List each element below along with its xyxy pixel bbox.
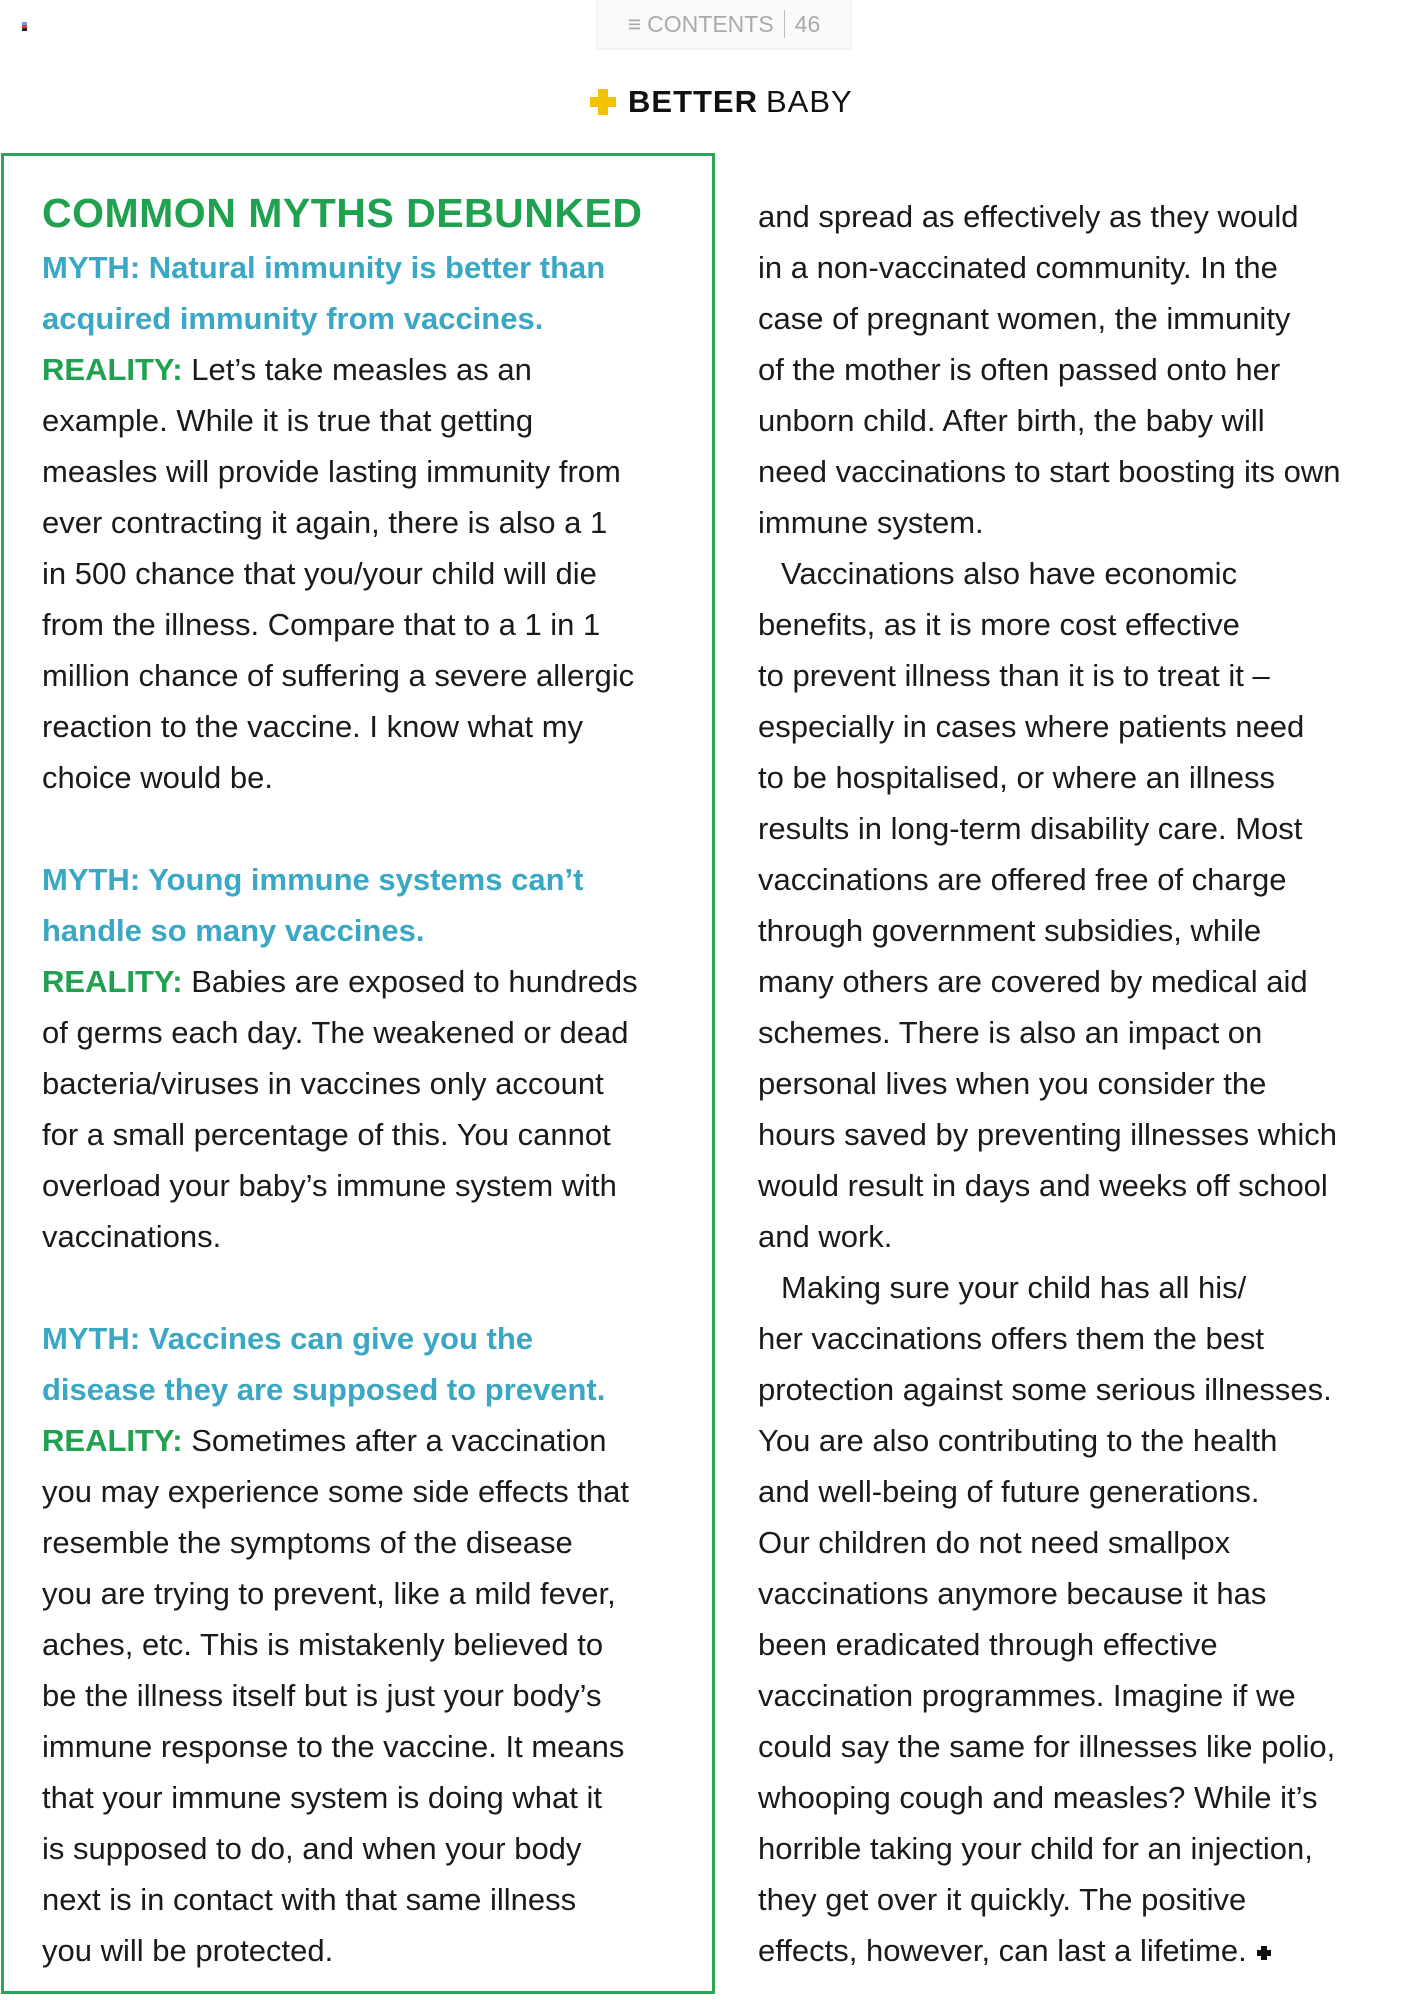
body-text: hours saved by preventing illnesses which — [758, 1117, 1337, 1152]
reality-line — [42, 1415, 607, 1466]
body-text: through government subsidies, while — [758, 913, 1262, 948]
body-line: be the illness itself but is just your body’s — [42, 1678, 602, 1713]
reality-text: Sometimes after a vaccination — [182, 1423, 607, 1458]
body-line — [758, 1925, 1271, 1976]
body-line: next is in contact with that same illness — [42, 1882, 577, 1917]
body-text: to prevent illness than it is to treat it – — [758, 658, 1270, 693]
body-text: protection against some serious illnesses. — [758, 1372, 1332, 1407]
body-line: ever contracting it again, there is also a 1 — [42, 505, 608, 540]
body-text: Our children do not need smallpox — [758, 1525, 1231, 1560]
myth-line: disease they are supposed to prevent. — [42, 1372, 606, 1407]
body-line: overload your baby’s immune system with — [42, 1168, 617, 1203]
body-line: in 500 chance that you/your child will die — [42, 556, 597, 591]
body-text: vaccinations anymore because it has — [758, 1576, 1267, 1611]
body-line: from the illness. Compare that to a 1 in 1 — [42, 607, 601, 642]
body-text: especially in cases where patients need — [758, 709, 1305, 744]
end-mark-icon — [1257, 1946, 1271, 1960]
page-number: 46 — [794, 10, 821, 37]
body-line: example. While it is true that getting — [42, 403, 534, 438]
body-text: in a non-vaccinated community. In the — [758, 250, 1278, 285]
body-line: you will be protected. — [42, 1933, 334, 1968]
body-line — [758, 1415, 1277, 1466]
myth-line: handle so many vaccines. — [42, 913, 425, 948]
body-text: horrible taking your child for an injection, — [758, 1831, 1313, 1866]
body-line — [758, 1211, 892, 1262]
contents-label: CONTENTS — [647, 10, 774, 37]
body-line — [758, 1466, 1260, 1517]
body-line: bacteria/viruses in vaccines only account — [42, 1066, 604, 1101]
reality-text: Let’s take measles as an — [182, 352, 532, 387]
body-line — [758, 905, 1261, 956]
body-line — [758, 1007, 1262, 1058]
myth-line: MYTH: Young immune systems can’t — [42, 862, 584, 897]
myths-heading: COMMON MYTHS DEBUNKED — [42, 190, 643, 236]
body-line: resemble the symptoms of the disease — [42, 1525, 573, 1560]
body-text: they get over it quickly. The positive — [758, 1882, 1247, 1917]
body-line: is supposed to do, and when your body — [42, 1831, 582, 1866]
body-text: whooping cough and measles? While it’s — [758, 1780, 1318, 1815]
body-text: personal lives when you consider the — [758, 1066, 1267, 1101]
body-text: been eradicated through effective — [758, 1627, 1218, 1662]
app-icon — [22, 22, 27, 31]
body-text: and well-being of future generations. — [758, 1474, 1260, 1509]
divider — [784, 10, 785, 38]
body-line — [758, 1721, 1335, 1772]
body-text: need vaccinations to start boosting its own — [758, 454, 1341, 489]
body-line: immune response to the vaccine. It means — [42, 1729, 625, 1764]
body-line — [758, 1619, 1218, 1670]
body-line: aches, etc. This is mistakenly believed to — [42, 1627, 604, 1662]
body-line — [758, 1160, 1328, 1211]
body-line — [758, 242, 1278, 293]
body-line — [758, 1670, 1296, 1721]
body-line — [758, 854, 1286, 905]
body-line — [758, 1568, 1266, 1619]
body-text: Vaccinations also have economic — [781, 556, 1238, 591]
body-line — [758, 344, 1280, 395]
body-text: and spread as effectively as they would — [758, 199, 1299, 234]
body-text: would result in days and weeks off school — [758, 1168, 1328, 1203]
body-line — [758, 1874, 1246, 1925]
plus-cross-icon — [590, 89, 616, 115]
body-text: Making sure your child has all his/ — [781, 1270, 1247, 1305]
body-line: you may experience some side effects that — [42, 1474, 630, 1509]
body-line — [758, 1823, 1313, 1874]
body-line — [758, 599, 1240, 650]
body-text: schemes. There is also an impact on — [758, 1015, 1263, 1050]
body-line — [758, 1313, 1264, 1364]
body-line — [758, 1517, 1230, 1568]
body-line — [758, 497, 984, 548]
reality-label: REALITY: — [42, 1423, 183, 1458]
body-line: reaction to the vaccine. I know what my — [42, 709, 584, 744]
body-line: of germs each day. The weakened or dead — [42, 1015, 629, 1050]
body-line: choice would be. — [42, 760, 273, 795]
reality-label: REALITY: — [42, 964, 183, 999]
body-line — [758, 1058, 1266, 1109]
body-text: immune system. — [758, 505, 984, 540]
body-line — [758, 446, 1340, 497]
body-line — [758, 1772, 1317, 1823]
body-text: effects, however, can last a lifetime. — [758, 1933, 1247, 1968]
body-line: you are trying to prevent, like a mild fever, — [42, 1576, 616, 1611]
body-text: vaccination programmes. Imagine if we — [758, 1678, 1296, 1713]
brand-bold: BETTER — [628, 84, 758, 119]
reality-text: Babies are exposed to hundreds — [182, 964, 638, 999]
body-line — [758, 650, 1270, 701]
body-line — [758, 1109, 1337, 1160]
body-text: of the mother is often passed onto her — [758, 352, 1281, 387]
reality-line — [42, 956, 638, 1007]
body-line: that your immune system is doing what it — [42, 1780, 602, 1815]
section-brand — [590, 84, 853, 120]
body-line: million chance of suffering a severe allergic — [42, 658, 635, 693]
body-line — [758, 191, 1299, 242]
body-line — [758, 803, 1302, 854]
body-text: benefits, as it is more cost effective — [758, 607, 1240, 642]
menu-icon: ≡ — [627, 10, 642, 37]
body-text: could say the same for illnesses like polio, — [758, 1729, 1336, 1764]
body-text: and work. — [758, 1219, 893, 1254]
body-line — [758, 293, 1290, 344]
body-line: measles will provide lasting immunity from — [42, 454, 621, 489]
brand-light: BABY — [766, 84, 853, 119]
body-text: results in long-term disability care. Most — [758, 811, 1303, 846]
body-text: vaccinations are offered free of charge — [758, 862, 1287, 897]
body-line — [781, 1262, 1246, 1313]
body-text: to be hospitalised, or where an illness — [758, 760, 1275, 795]
body-text: her vaccinations offers them the best — [758, 1321, 1265, 1356]
body-line — [758, 1364, 1332, 1415]
body-line — [758, 701, 1304, 752]
body-line: for a small percentage of this. You cannot — [42, 1117, 611, 1152]
body-text: unborn child. After birth, the baby will — [758, 403, 1265, 438]
body-line — [758, 395, 1265, 446]
body-text: many others are covered by medical aid — [758, 964, 1308, 999]
contents-button[interactable] — [597, 0, 851, 49]
reality-line — [42, 344, 532, 395]
body-line: vaccinations. — [42, 1219, 222, 1254]
body-text: You are also contributing to the health — [758, 1423, 1278, 1458]
body-line — [781, 548, 1237, 599]
reality-label: REALITY: — [42, 352, 183, 387]
body-line — [758, 752, 1275, 803]
body-line — [758, 956, 1308, 1007]
myth-line: MYTH: Natural immunity is better than — [42, 250, 606, 285]
myth-line: acquired immunity from vaccines. — [42, 301, 544, 336]
myth-line: MYTH: Vaccines can give you the — [42, 1321, 533, 1356]
body-text: case of pregnant women, the immunity — [758, 301, 1291, 336]
